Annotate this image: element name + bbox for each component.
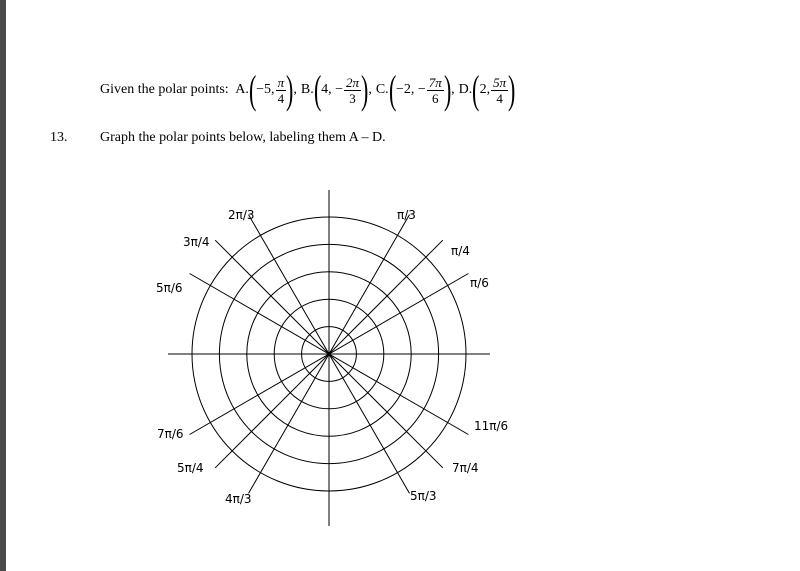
angle-label-2pi-3: 2π/3 — [228, 208, 255, 222]
angle-label-5pi-6: 5π/6 — [156, 281, 183, 295]
question-text: Graph the polar points below, labeling them A – D. — [100, 130, 386, 145]
point-d-angle: $\frac{5\pi}{4}$ — [493, 74, 507, 106]
point-b-radius: 4, − — [321, 82, 343, 97]
point-d-radius: 2, — [479, 82, 491, 97]
point-a-radius: −5, — [256, 82, 275, 97]
point-b-angle: $\frac{2\pi}{3}$ — [345, 74, 359, 106]
given-intro: Given the polar points: — [100, 82, 229, 97]
point-c: C. ( −2, − $\frac{7\pi}{6}$ ) , — [375, 67, 455, 112]
angle-label-5pi-4: 5π/4 — [177, 461, 204, 475]
angle-label-11pi-6: 11π/6 — [474, 419, 509, 433]
point-c-label: C. — [375, 82, 389, 97]
angle-label-pi-4: π/4 — [451, 244, 470, 258]
point-a: A. ( −5, $\frac{\pi}{4}$ ) , — [235, 67, 297, 112]
point-a-label: A. — [235, 82, 249, 97]
point-b-label: B. — [300, 82, 314, 97]
angle-label-3pi-4: 3π/4 — [183, 235, 210, 249]
angle-label-5pi-3: 5π/3 — [410, 489, 437, 503]
angle-label-7pi-6: 7π/6 — [157, 427, 184, 441]
point-d: D. ( 2, $\frac{5\pi}{4}$ ) — [458, 67, 516, 112]
point-c-radius: −2, − — [396, 82, 426, 97]
point-d-label: D. — [458, 82, 473, 97]
angle-label-4pi-3: 4π/3 — [225, 492, 252, 506]
angle-label-pi-3: π/3 — [397, 208, 416, 222]
point-c-angle: $\frac{7\pi}{6}$ — [428, 74, 442, 106]
point-a-angle: $\frac{\pi}{4}$ — [277, 74, 285, 106]
angle-label-7pi-4: 7π/4 — [452, 461, 479, 475]
angle-label-pi-6: π/6 — [470, 276, 489, 290]
point-b: B. ( 4, − $\frac{2\pi}{3}$ ) , — [300, 67, 372, 112]
question-number: 13. — [50, 130, 68, 145]
